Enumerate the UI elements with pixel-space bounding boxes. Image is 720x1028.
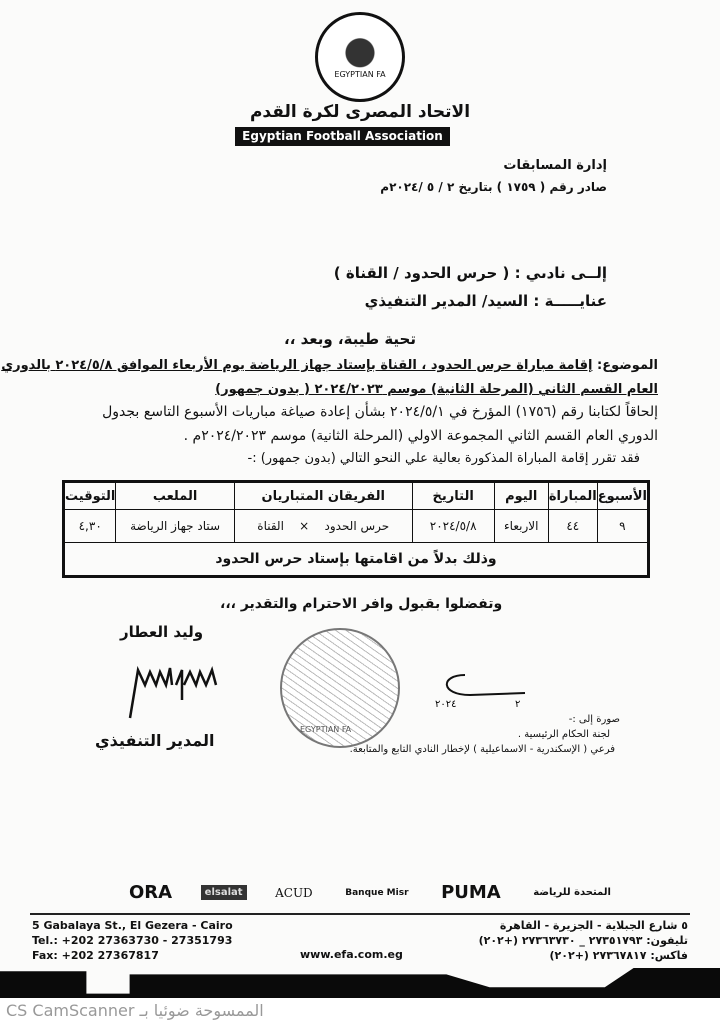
closing: وتفضلوا بقبول وافر الاحترام والتقدير ،،، bbox=[220, 596, 503, 612]
cell-week: ٩ bbox=[597, 510, 648, 543]
table-note-row bbox=[64, 543, 649, 577]
signature-icon bbox=[120, 660, 230, 720]
away-team: القناة bbox=[257, 519, 284, 533]
cell-stadium: ستاد جهاز الرياضة bbox=[116, 510, 234, 543]
vs-mark: × bbox=[299, 519, 310, 533]
cell-match: ٤٤ bbox=[548, 510, 597, 543]
header-match: المباراة bbox=[548, 482, 597, 510]
cell-day: الاربعاء bbox=[494, 510, 548, 543]
camscanner-watermark: CS CamScanner الممسوحة ضوئيا بـ bbox=[0, 998, 720, 1028]
greeting: تحية طيبة، وبعد ،، bbox=[284, 330, 416, 348]
sponsor-banque-misr: Banque Misr bbox=[345, 887, 409, 898]
signatory-title: المدير التنفيذي bbox=[95, 731, 215, 750]
phone-line: تليفون: ٢٧٣٥١٧٩٣ _ ٢٧٣٦٣٧٣٠ (+٢٠٢) bbox=[478, 934, 688, 947]
address-en bbox=[32, 918, 233, 963]
subject-label: الموضوع: bbox=[597, 358, 658, 373]
fax-line: Fax: +202 27367817 bbox=[32, 949, 159, 962]
address-ar bbox=[479, 918, 688, 963]
address-line: 5 Gabalaya St., El Gezera - Cairo bbox=[32, 919, 233, 932]
attention: عنايـــــة : السيد/ المدير التنفيذي bbox=[364, 292, 607, 310]
org-title-ar: الاتحاد المصرى لكرة القدم bbox=[249, 102, 471, 122]
home-team: حرس الحدود bbox=[324, 519, 390, 533]
cell-time: ٤,٣٠ bbox=[64, 510, 116, 543]
department: إدارة المسابقات bbox=[503, 158, 607, 173]
cell-teams bbox=[234, 510, 412, 543]
svg-text:٢: ٢ bbox=[515, 699, 521, 710]
signatory-name: وليد العطار bbox=[120, 623, 204, 641]
body-line-1: إلحاقاً لكتابنا رقم (١٧٥٦) المؤرخ في ٢٠٢٤/٥/١ بشأن إعادة صياغة مباريات الأسبوع التاسع بجدول bbox=[102, 404, 658, 420]
header-week: الأسبوع bbox=[597, 482, 648, 510]
header-day: اليوم bbox=[494, 482, 548, 510]
body-line-3: فقد تقرر إقامة المباراة المذكورة بعالية علي النحو التالي (بدون جمهور) :- bbox=[247, 451, 640, 466]
phone-line: Tel.: +202 27363730 - 27351793 bbox=[32, 934, 233, 947]
sponsor-logos bbox=[125, 880, 615, 905]
address-line: ٥ شارع الجبلاية - الجزيرة - القاهرة bbox=[499, 919, 688, 932]
svg-text:٢٠٢٤: ٢٠٢٤ bbox=[435, 699, 457, 710]
table-note: وذلك بدلاً من اقامتها بإستاد حرس الحدود bbox=[64, 543, 649, 577]
header-date: التاريخ bbox=[412, 482, 494, 510]
header-time: التوقيت bbox=[64, 482, 116, 510]
body-line-2: الدوري العام القسم الثاني المجموعة الاولي (المرحلة الثانية) موسم ٢٠٢٤/٢٠٢٣م . bbox=[183, 428, 658, 444]
cc-item: فرعي ( الإسكندرية - الاسماعيلية ) لإخطار النادي التابع والمتابعة. bbox=[349, 744, 615, 755]
sponsor-acud: ACUD bbox=[275, 885, 313, 900]
reference-number: صادر رقم ( ١٧٥٩ ) بتاريخ ٢ / ٥ /٢٠٢٤م bbox=[380, 180, 607, 194]
logo-text: EGYPTIAN FA bbox=[334, 70, 386, 79]
subject-text-1: إقامة مباراة حرس الحدود ، القناة بإستاد جهاز الرياضة يوم الأربعاء الموافق ٢٠٢٤/٥/٨ بالدوري bbox=[1, 358, 593, 373]
website: www.efa.com.eg bbox=[300, 948, 403, 961]
table-header-row bbox=[64, 482, 649, 510]
cc-list bbox=[349, 712, 620, 757]
match-table bbox=[62, 480, 650, 578]
cc-item: لجنة الحكام الرئيسية . bbox=[517, 729, 610, 740]
fax-line: فاكس: ٢٧٣٦٧٨١٧ (+٢٠٢) bbox=[549, 949, 688, 962]
scan-shadow bbox=[0, 968, 720, 1000]
recipient: إلــى نادىي : ( حرس الحدود / القناة ) bbox=[333, 264, 607, 282]
org-title-en: Egyptian Football Association bbox=[235, 127, 450, 146]
initials-icon bbox=[430, 655, 530, 710]
sponsor-puma: PUMA bbox=[441, 882, 501, 903]
sponsor-ora: ORA bbox=[129, 882, 173, 903]
header-stadium: الملعب bbox=[116, 482, 234, 510]
sponsor-united-sports: المتحدة للرياضة bbox=[533, 887, 611, 898]
efa-logo bbox=[315, 12, 405, 102]
header-teams: الفريقان المتباريان bbox=[234, 482, 412, 510]
stamp-text: EGYPTIAN FA bbox=[300, 725, 352, 734]
table-row bbox=[64, 510, 649, 543]
subject-line-1 bbox=[1, 358, 658, 373]
cell-date: ٢٠٢٤/٥/٨ bbox=[412, 510, 494, 543]
sponsor-elsalat: elsalat bbox=[201, 885, 247, 900]
cc-label: صورة إلى :- bbox=[568, 714, 620, 725]
subject-line-2: العام القسم الثاني (المرحلة الثانية) موسم ٢٠٢٤/٢٠٢٣ ( بدون جمهور) bbox=[215, 382, 658, 397]
footer-divider bbox=[30, 913, 690, 915]
